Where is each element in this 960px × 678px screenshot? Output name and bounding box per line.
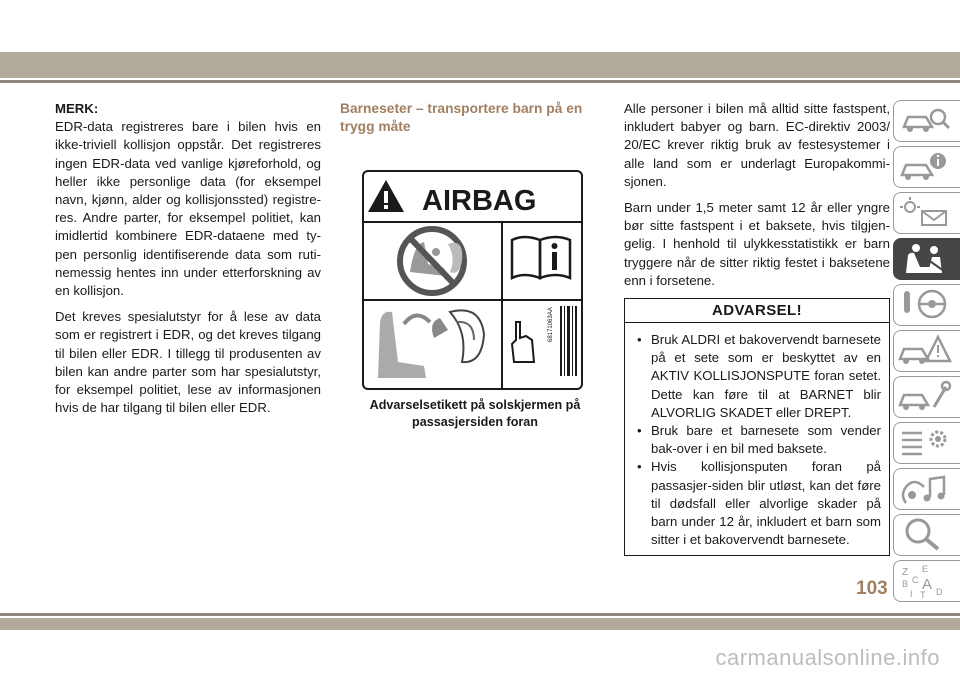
tab-car-wrench[interactable] — [893, 376, 960, 418]
tab-car-info[interactable] — [893, 146, 960, 188]
svg-text:B: B — [902, 579, 909, 589]
footer-rule — [0, 613, 960, 616]
tab-steering-key[interactable] — [893, 284, 960, 326]
watermark-text: carmanualsonline.info — [715, 645, 940, 670]
airbag-label-graphic — [364, 172, 581, 388]
svg-text:I: I — [910, 589, 913, 599]
tab-car-warning[interactable] — [893, 330, 960, 372]
figure-caption: Advarselsetikett på solskjermen på passasjersiden foran — [369, 398, 581, 429]
warning-title: ADVARSEL! — [625, 299, 889, 323]
svg-text:D: D — [936, 587, 943, 597]
steering-key-icon — [894, 285, 954, 323]
tab-dashboard-lights[interactable] — [893, 192, 960, 234]
no-rear-facing-seat-icon — [400, 229, 464, 293]
svg-text:E: E — [922, 564, 929, 574]
spec-list-gear-icon — [894, 423, 954, 461]
warning-triangle-dot — [384, 205, 388, 209]
warning-item: • Bruk bare et barnesete som vender bak-over i en bil med baksete. — [633, 422, 881, 458]
car-wrench-icon — [894, 377, 954, 415]
svg-text:Z: Z — [902, 567, 909, 578]
tab-search[interactable] — [893, 514, 960, 556]
read-manual-icon — [512, 237, 570, 278]
seat-airbag-deploy-icon — [378, 310, 484, 378]
alphabet-index-icon — [894, 561, 954, 599]
barcode-text: 68171063AA — [548, 307, 554, 342]
tab-car-magnifier[interactable] — [893, 100, 960, 142]
barcode-graphic — [560, 306, 577, 376]
svg-text:A: A — [922, 576, 933, 593]
svg-text:T: T — [920, 590, 926, 599]
paragraph-seatbelt-requirement: Alle personer i bilen må alltid sitte fastspent, inkludert babyer og barn. EC-direktiv 2003/ 20/EC krever riktig bruk av festesystemer i alle land som er underlagt Europakommi-sjonen. — [624, 101, 890, 189]
warning-item: • Bruk ALDRI et bakovervendt barnesete på et sete som er beskyttet av en AKTIV KOLLISJONSPUTE foran setet. Dette kan føre til at BARNET blir ALVORLIG SKADET eller DREPT. — [633, 331, 881, 422]
footer-band — [0, 618, 960, 630]
page-number: 103 — [856, 578, 888, 599]
warning-box — [624, 298, 890, 556]
tab-multimedia[interactable] — [893, 468, 960, 510]
car-warning-icon — [894, 331, 954, 369]
paragraph-children-rear-seat: Barn under 1,5 meter samt 12 år eller yngre bør sitte fastspent i et baksete, hvis tilgjen-gelig. I henhold til ulykkesstatistikk er barn tryggere når de sitter riktig festet i baksetene enn i forsetene. — [624, 200, 890, 288]
car-magnifier-icon — [894, 101, 954, 139]
header-band — [0, 52, 960, 78]
paragraph-edr-access: Det kreves spesialutstyr for å lese av data som er registrert i EDR, og det kreves tilgang til bilen eller EDR. I tillegg til produsenten av bilen kan andre parter som har spesialutstyr, for eksempel politiet, lese av informasjonen hvis de har tilgang til bilen eller EDR. — [55, 309, 321, 416]
warning-item: • Hvis kollisjonsputen foran på passasjer-siden blir utløst, kan det føre til dødsfall eller alvorlige skader på barn under 12 år, inkludert et barn som sitter i et bakovervendt barnesete. — [633, 458, 881, 549]
tab-alphabet-index[interactable] — [893, 560, 960, 602]
svg-text:C: C — [912, 575, 919, 585]
tab-spec-list[interactable] — [893, 422, 960, 464]
paragraph-edr-registration: EDR-data registreres bare i bilen hvis en ikke-triviell kollisjon oppstår. Det registreres ingen EDR-data ved vanlige kjøreforhold, og heller ikke personlige data (for eksempel navn, kjønn, alder og kollisjonssted) registre-res. Andre parter, for eksempel politiet, kan imidlertid kombinere EDR-dataene med ty-pen personlig identifiserende data som ruti-nemessig hentes inn under etterforskning av en kollisjon. — [55, 119, 321, 299]
airbag-warning-label — [362, 170, 583, 390]
hand-point-icon — [512, 322, 534, 362]
search-icon — [894, 515, 954, 553]
warning-list — [625, 323, 889, 555]
header-rule — [0, 80, 960, 83]
tab-seat-safety[interactable] — [893, 238, 960, 280]
note-label: MERK: — [55, 101, 99, 116]
seat-person-icon — [894, 239, 954, 277]
section-heading: Barneseter – transportere barn på en trygg måte — [340, 101, 583, 134]
multimedia-icon — [894, 469, 954, 507]
warning-triangle-bar — [384, 191, 388, 203]
middle-column — [340, 100, 610, 429]
car-info-icon — [894, 147, 954, 185]
airbag-title: AIRBAG — [422, 185, 537, 217]
dashboard-lights-icon — [894, 193, 954, 231]
left-column — [55, 100, 321, 425]
right-column — [624, 100, 890, 556]
